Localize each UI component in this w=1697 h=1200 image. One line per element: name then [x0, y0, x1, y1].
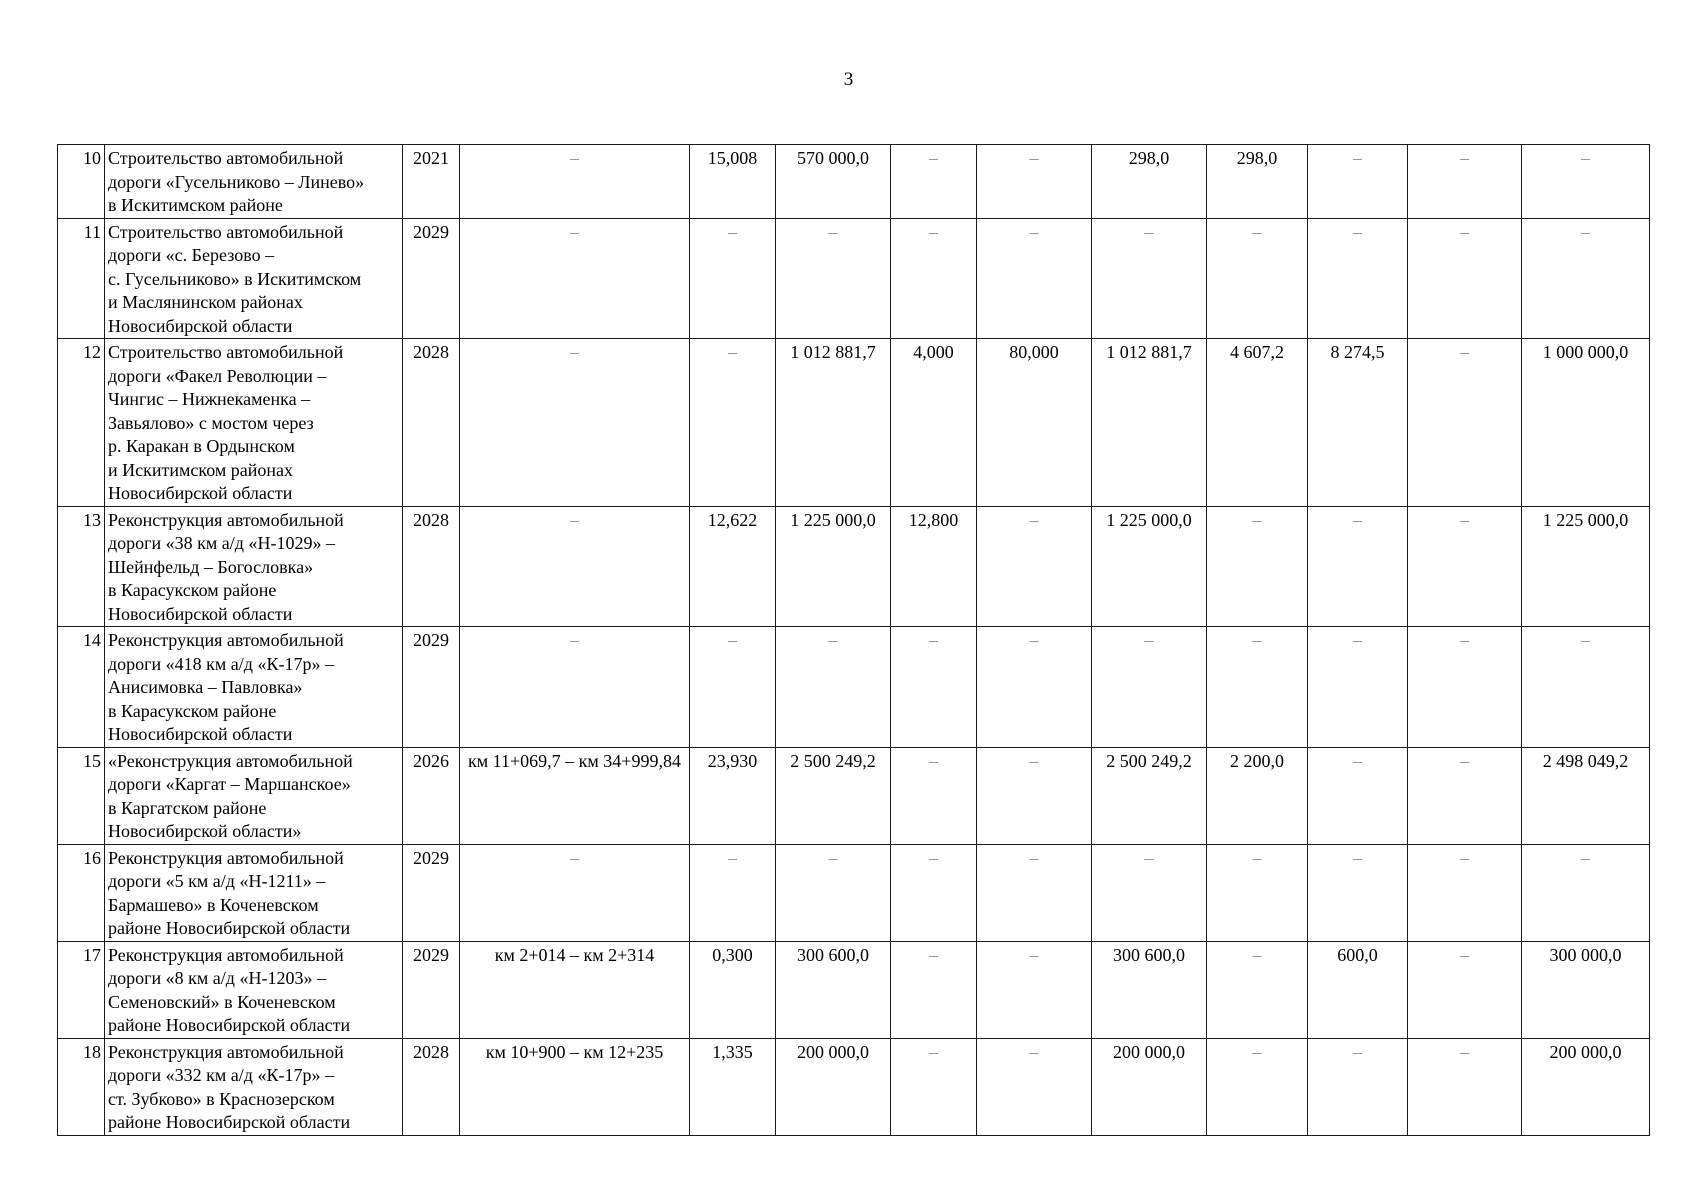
length-cell: 23,930	[690, 747, 776, 844]
road-section-cell: –	[460, 145, 690, 219]
value-cell-9: –	[1207, 218, 1308, 339]
year-cell: 2029	[403, 844, 460, 941]
value-cell-11: –	[1408, 1038, 1522, 1135]
row-number: 10	[58, 145, 105, 219]
value-cell-7: –	[977, 747, 1092, 844]
table-row	[58, 145, 1650, 219]
value-cell-6: 4,000	[891, 339, 977, 507]
value-cell-11: –	[1408, 339, 1522, 507]
length-cell: –	[690, 339, 776, 507]
value-cell-12: 2 498 049,2	[1522, 747, 1650, 844]
value-cell-8: –	[1092, 218, 1207, 339]
value-cell-11: –	[1408, 218, 1522, 339]
value-cell-7: –	[977, 941, 1092, 1038]
value-cell-6: –	[891, 941, 977, 1038]
value-cell-6: –	[891, 747, 977, 844]
length-cell: 15,008	[690, 145, 776, 219]
value-cell-10: –	[1308, 747, 1408, 844]
value-cell-11: –	[1408, 506, 1522, 627]
value-cell-11: –	[1408, 941, 1522, 1038]
year-cell: 2021	[403, 145, 460, 219]
cost-cell: 300 600,0	[776, 941, 891, 1038]
table-row	[58, 218, 1650, 339]
row-number: 12	[58, 339, 105, 507]
value-cell-7: –	[977, 145, 1092, 219]
length-cell: 12,622	[690, 506, 776, 627]
value-cell-6: 12,800	[891, 506, 977, 627]
year-cell: 2026	[403, 747, 460, 844]
value-cell-11: –	[1408, 747, 1522, 844]
road-section-cell: –	[460, 506, 690, 627]
road-section-cell: –	[460, 218, 690, 339]
object-name: Реконструкция автомобильной дороги «418 км а/д «К-17р» – Анисимовка – Павловка» в Карасукском районе Новосибирской области	[105, 627, 403, 748]
year-cell: 2029	[403, 627, 460, 748]
object-name: Реконструкция автомобильной дороги «8 км а/д «Н-1203» – Семеновский» в Коченевском районе Новосибирской области	[105, 941, 403, 1038]
value-cell-7: –	[977, 506, 1092, 627]
value-cell-10: 600,0	[1308, 941, 1408, 1038]
year-cell: 2029	[403, 941, 460, 1038]
value-cell-8: –	[1092, 627, 1207, 748]
object-name: Реконструкция автомобильной дороги «38 км а/д «Н-1029» – Шейнфельд – Богословка» в Карасукском районе Новосибирской области	[105, 506, 403, 627]
cost-cell: 1 225 000,0	[776, 506, 891, 627]
cost-cell: 570 000,0	[776, 145, 891, 219]
value-cell-12: –	[1522, 627, 1650, 748]
value-cell-9: –	[1207, 506, 1308, 627]
value-cell-7: –	[977, 627, 1092, 748]
value-cell-10: –	[1308, 218, 1408, 339]
cost-cell: –	[776, 627, 891, 748]
value-cell-6: –	[891, 145, 977, 219]
table-row	[58, 941, 1650, 1038]
value-cell-12: –	[1522, 218, 1650, 339]
value-cell-9: 298,0	[1207, 145, 1308, 219]
value-cell-8: 298,0	[1092, 145, 1207, 219]
value-cell-12: 1 225 000,0	[1522, 506, 1650, 627]
object-name: Строительство автомобильной дороги «Факел Революции – Чингис – Нижнекаменка – Завьялово» с мостом через р. Каракан в Ордынском и Искитимском районах Новосибирской области	[105, 339, 403, 507]
road-section-cell: –	[460, 844, 690, 941]
value-cell-8: –	[1092, 844, 1207, 941]
row-number: 15	[58, 747, 105, 844]
row-number: 18	[58, 1038, 105, 1135]
value-cell-8: 300 600,0	[1092, 941, 1207, 1038]
object-name: Реконструкция автомобильной дороги «332 км а/д «К-17р» – ст. Зубково» в Краснозерском районе Новосибирской области	[105, 1038, 403, 1135]
value-cell-8: 1 225 000,0	[1092, 506, 1207, 627]
value-cell-6: –	[891, 627, 977, 748]
cost-cell: 1 012 881,7	[776, 339, 891, 507]
length-cell: –	[690, 218, 776, 339]
object-name: Реконструкция автомобильной дороги «5 км а/д «Н-1211» – Бармашево» в Коченевском районе Новосибирской области	[105, 844, 403, 941]
value-cell-8: 2 500 249,2	[1092, 747, 1207, 844]
value-cell-9: –	[1207, 844, 1308, 941]
table-row	[58, 339, 1650, 507]
road-section-cell: км 11+069,7 – км 34+999,84	[460, 747, 690, 844]
cost-cell: 200 000,0	[776, 1038, 891, 1135]
value-cell-9: –	[1207, 1038, 1308, 1135]
value-cell-7: 80,000	[977, 339, 1092, 507]
object-name: Строительство автомобильной дороги «Гусельниково – Линево» в Искитимском районе	[105, 145, 403, 219]
year-cell: 2028	[403, 1038, 460, 1135]
value-cell-10: –	[1308, 844, 1408, 941]
value-cell-11: –	[1408, 844, 1522, 941]
row-number: 11	[58, 218, 105, 339]
value-cell-8: 200 000,0	[1092, 1038, 1207, 1135]
value-cell-10: 8 274,5	[1308, 339, 1408, 507]
row-number: 16	[58, 844, 105, 941]
table-row	[58, 1038, 1650, 1135]
row-number: 13	[58, 506, 105, 627]
value-cell-9: 4 607,2	[1207, 339, 1308, 507]
year-cell: 2028	[403, 506, 460, 627]
value-cell-8: 1 012 881,7	[1092, 339, 1207, 507]
length-cell: 1,335	[690, 1038, 776, 1135]
table-row	[58, 506, 1650, 627]
value-cell-12: –	[1522, 145, 1650, 219]
road-section-cell: км 10+900 – км 12+235	[460, 1038, 690, 1135]
table-row	[58, 747, 1650, 844]
row-number: 17	[58, 941, 105, 1038]
value-cell-10: –	[1308, 145, 1408, 219]
length-cell: –	[690, 844, 776, 941]
row-number: 14	[58, 627, 105, 748]
cost-cell: 2 500 249,2	[776, 747, 891, 844]
value-cell-10: –	[1308, 506, 1408, 627]
value-cell-6: –	[891, 1038, 977, 1135]
value-cell-9: 2 200,0	[1207, 747, 1308, 844]
value-cell-9: –	[1207, 941, 1308, 1038]
value-cell-12: 200 000,0	[1522, 1038, 1650, 1135]
value-cell-7: –	[977, 1038, 1092, 1135]
year-cell: 2028	[403, 339, 460, 507]
value-cell-12: 300 000,0	[1522, 941, 1650, 1038]
road-objects-table	[57, 144, 1650, 1136]
length-cell: –	[690, 627, 776, 748]
object-name: Строительство автомобильной дороги «с. Березово – с. Гусельниково» в Искитимском и Маслянинском районах Новосибирской области	[105, 218, 403, 339]
value-cell-11: –	[1408, 627, 1522, 748]
value-cell-6: –	[891, 218, 977, 339]
road-section-cell: км 2+014 – км 2+314	[460, 941, 690, 1038]
length-cell: 0,300	[690, 941, 776, 1038]
value-cell-12: –	[1522, 844, 1650, 941]
value-cell-11: –	[1408, 145, 1522, 219]
cost-cell: –	[776, 218, 891, 339]
value-cell-7: –	[977, 844, 1092, 941]
value-cell-10: –	[1308, 1038, 1408, 1135]
table-row	[58, 627, 1650, 748]
cost-cell: –	[776, 844, 891, 941]
object-name: «Реконструкция автомобильной дороги «Каргат – Маршанское» в Каргатском районе Новосибирской области»	[105, 747, 403, 844]
value-cell-7: –	[977, 218, 1092, 339]
table-row	[58, 844, 1650, 941]
value-cell-10: –	[1308, 627, 1408, 748]
page-number: 3	[843, 69, 854, 90]
road-section-cell: –	[460, 627, 690, 748]
value-cell-9: –	[1207, 627, 1308, 748]
road-section-cell: –	[460, 339, 690, 507]
value-cell-6: –	[891, 844, 977, 941]
value-cell-12: 1 000 000,0	[1522, 339, 1650, 507]
year-cell: 2029	[403, 218, 460, 339]
